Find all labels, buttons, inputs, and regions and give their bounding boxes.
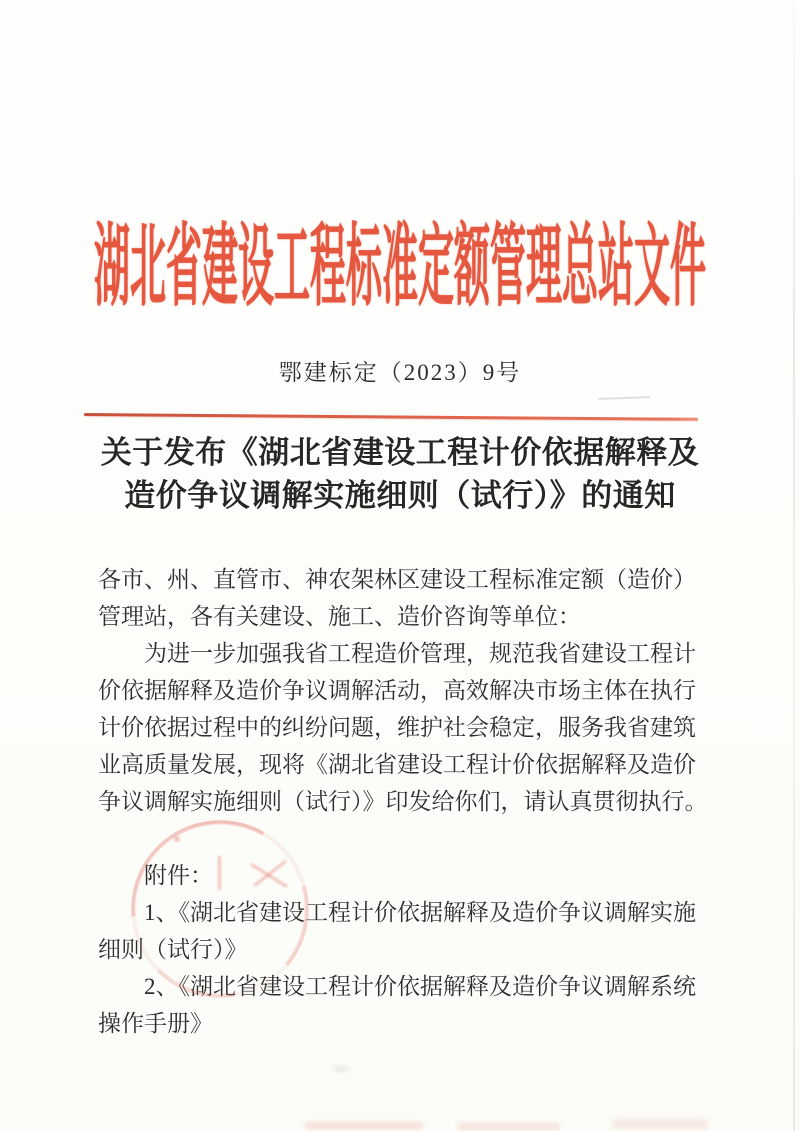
paragraph-line-4: 业高质量发展，现将《湖北省建设工程计价依据解释及造价: [98, 752, 696, 777]
paragraph-line-2: 价依据解释及造价争议调解活动，高效解决市场主体在执行: [98, 678, 696, 703]
scan-page-edge: [793, 0, 795, 1131]
scan-noise-mark: [333, 1066, 349, 1072]
letterhead-title: 湖北省建设工程标准定额管理总站文件: [93, 217, 706, 317]
addressee-line-2: 管理站，各有关建设、施工、造价咨询等单位：: [98, 604, 581, 629]
notice-body: [98, 561, 718, 1042]
paragraph-line-5: 争议调解实施细则（试行）》印发给你们，请认真贯彻执行。: [98, 789, 708, 814]
ink-bleed-mark: [612, 1120, 708, 1128]
attachment-2-line-1: 2、《湖北省建设工程计价依据解释及造价争议调解系统: [144, 974, 696, 999]
addressee-line-1: 各市、州、直管市、神农架林区建设工程标准定额（造价）: [98, 567, 696, 592]
notice-title: [0, 431, 800, 517]
ink-bleed-mark: [458, 1123, 560, 1130]
notice-title-line-2: 造价争议调解实施细则（试行）》的通知: [124, 478, 676, 513]
attachment-2-line-2: 操作手册》: [98, 1011, 213, 1036]
attachment-1-line-1: 1、《湖北省建设工程计价依据解释及造价争议调解实施: [144, 900, 696, 925]
paragraph-line-1: 为进一步加强我省工程造价管理，规范我省建设工程计: [144, 641, 696, 666]
notice-title-line-1: 关于发布《湖北省建设工程计价依据解释及: [100, 435, 700, 470]
red-divider-line: [84, 413, 698, 421]
scan-artifact-line: [598, 396, 650, 400]
attachment-1-line-2: 细则（试行）》: [98, 937, 248, 962]
paragraph-line-3: 计价依据过程中的纠纷问题，维护社会稳定，服务我省建筑: [98, 715, 696, 740]
document-number: 鄂建标定（2023）9号: [278, 360, 522, 385]
attachments-label: 附件：: [144, 863, 213, 888]
ink-bleed-mark: [305, 1122, 423, 1129]
